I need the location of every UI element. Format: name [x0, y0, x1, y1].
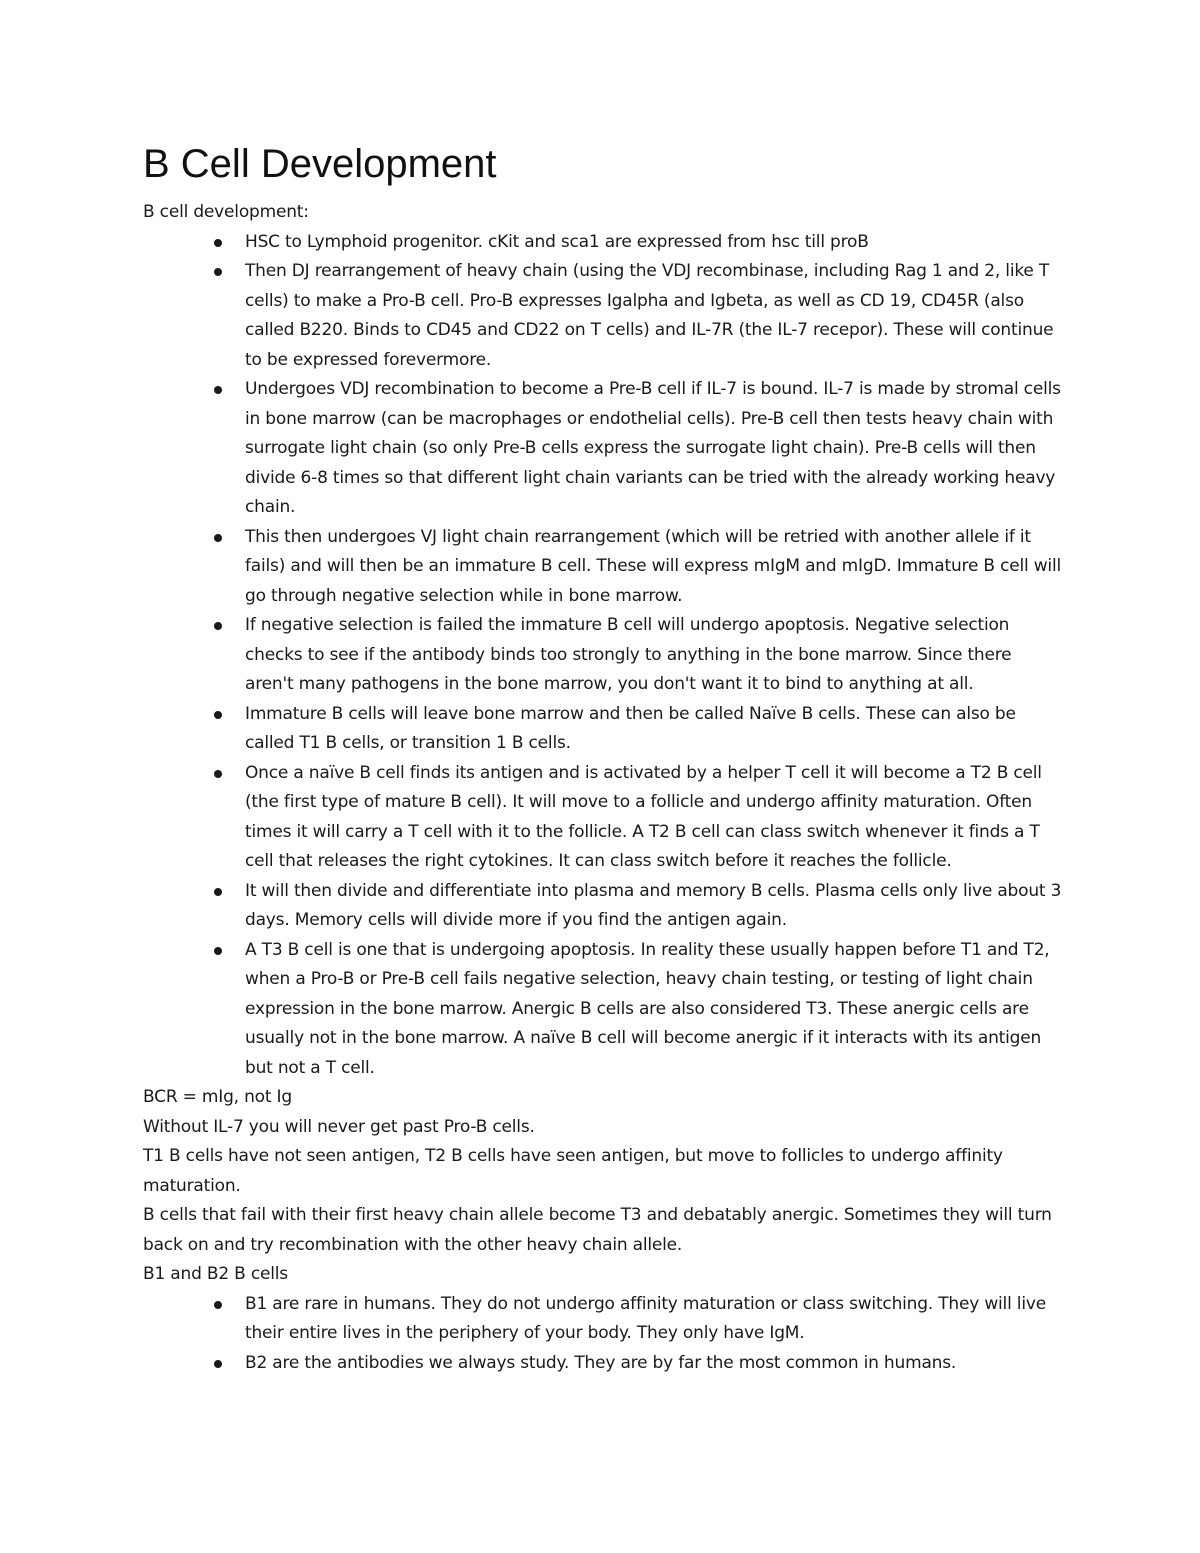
page-title: B Cell Development: [143, 142, 497, 186]
list-item-text: This then undergoes VJ light chain rearrangement (which will be retried with another allele if it fails) and will then be an immature B cell. These will express mIgM and mIgD. Immature B cell will go through negative selection while in bone marrow.: [245, 526, 1062, 606]
list-item: [245, 523, 1063, 612]
bullet-icon: [214, 268, 222, 276]
list-item: [245, 375, 1063, 523]
bullet-icon: [214, 888, 222, 896]
list-item-text: Undergoes VDJ recombination to become a Pre-B cell if IL-7 is bound. IL-7 is made by stromal cells in bone marrow (can be macrophages or endothelial cells). Pre-B cell then tests heavy chain with surrogate light chain (so only Pre-B cells express the surrogate light chain). Pre-B cells will then divide 6-8 times so that different light chain variants can be tried with the already working heavy chain.: [245, 379, 1061, 517]
list-item-text: Then DJ rearrangement of heavy chain (using the VDJ recombinase, including Rag 1 and 2, like T cells) to make a Pro-B cell. Pro-B expresses Igalpha and Igbeta, as well as CD 19, CD45R (also called B220. Binds to CD45 and CD22 on T cells) and IL-7R (the IL-7 recepor). These will continue to be expressed forevermore.: [245, 261, 1054, 370]
bullet-icon: [214, 239, 222, 247]
note-il7: Without IL-7 you will never get past Pro-B cells.: [143, 1116, 535, 1137]
list-item: [245, 1290, 1063, 1349]
bullet-icon: [214, 1301, 222, 1309]
bullet-icon: [214, 622, 222, 630]
development-bullet-list: [143, 228, 1063, 1084]
bullet-icon: [214, 534, 222, 542]
note-t3: B cells that fail with their first heavy chain allele become T3 and debatably anergic. Sometimes they will turn back on and try recombination with the other heavy chain allele.: [143, 1205, 1052, 1255]
b1-b2-heading: B1 and B2 B cells: [143, 1264, 288, 1284]
document-content: [143, 138, 1063, 1378]
list-item-text: A T3 B cell is one that is undergoing apoptosis. In reality these usually happen before T1 and T2, when a Pro-B or Pre-B cell fails negative selection, heavy chain testing, or testing of light chain expression in the bone marrow. Anergic B cells are also considered T3. These anergic cells are usually not in the bone marrow. A naïve B cell will become anergic if it interacts with its antigen but not a T cell.: [245, 939, 1050, 1078]
list-item: [245, 700, 1063, 759]
list-item: [245, 228, 1063, 258]
list-item-text: B2 are the antibodies we always study. They are by far the most common in humans.: [245, 1352, 957, 1373]
list-item-text: B1 are rare in humans. They do not undergo affinity maturation or class switching. They will live their entire lives in the periphery of your body. They only have IgM.: [245, 1293, 1046, 1343]
list-item: [245, 759, 1063, 877]
list-item-text: HSC to Lymphoid progenitor. cKit and sca1 are expressed from hsc till proB: [245, 231, 869, 252]
list-item-text: If negative selection is failed the immature B cell will undergo apoptosis. Negative selection checks to see if the antibody binds too strongly to anything in the bone marrow. Since there aren't many pathogens in the bone marrow, you don't want it to bind to anything at all.: [245, 615, 1012, 694]
bullet-icon: [214, 770, 222, 778]
list-item: [245, 877, 1063, 936]
document-body: [143, 198, 1063, 1378]
list-item-text: Once a naïve B cell finds its antigen and is activated by a helper T cell it will become a T2 B cell (the first type of mature B cell). It will move to a follicle and undergo affinity maturation. Often times it will carry a T cell with it to the follicle. A T2 B cell can class switch whenever it finds a T cell that releases the right cytokines. It can class switch before it reaches the follicle.: [245, 762, 1042, 871]
list-item: [245, 611, 1063, 700]
list-item: [245, 1349, 1063, 1379]
note-bcr: BCR = mIg, not Ig: [143, 1087, 292, 1107]
bullet-icon: [214, 947, 222, 955]
list-item-text: It will then divide and differentiate into plasma and memory B cells. Plasma cells only live about 3 days. Memory cells will divide more if you find the antigen again.: [245, 880, 1062, 930]
bullet-icon: [214, 711, 222, 719]
list-item-text: Immature B cells will leave bone marrow and then be called Naïve B cells. These can also be called T1 B cells, or transition 1 B cells.: [245, 703, 1016, 753]
b1-b2-bullet-list: [143, 1290, 1063, 1379]
list-item: [245, 936, 1063, 1084]
list-item: [245, 257, 1063, 375]
bullet-icon: [214, 386, 222, 394]
bullet-icon: [214, 1360, 222, 1368]
section-heading: B cell development:: [143, 202, 309, 222]
note-t1-t2: T1 B cells have not seen antigen, T2 B cells have seen antigen, but move to follicles to undergo affinity maturation.: [143, 1146, 1003, 1196]
